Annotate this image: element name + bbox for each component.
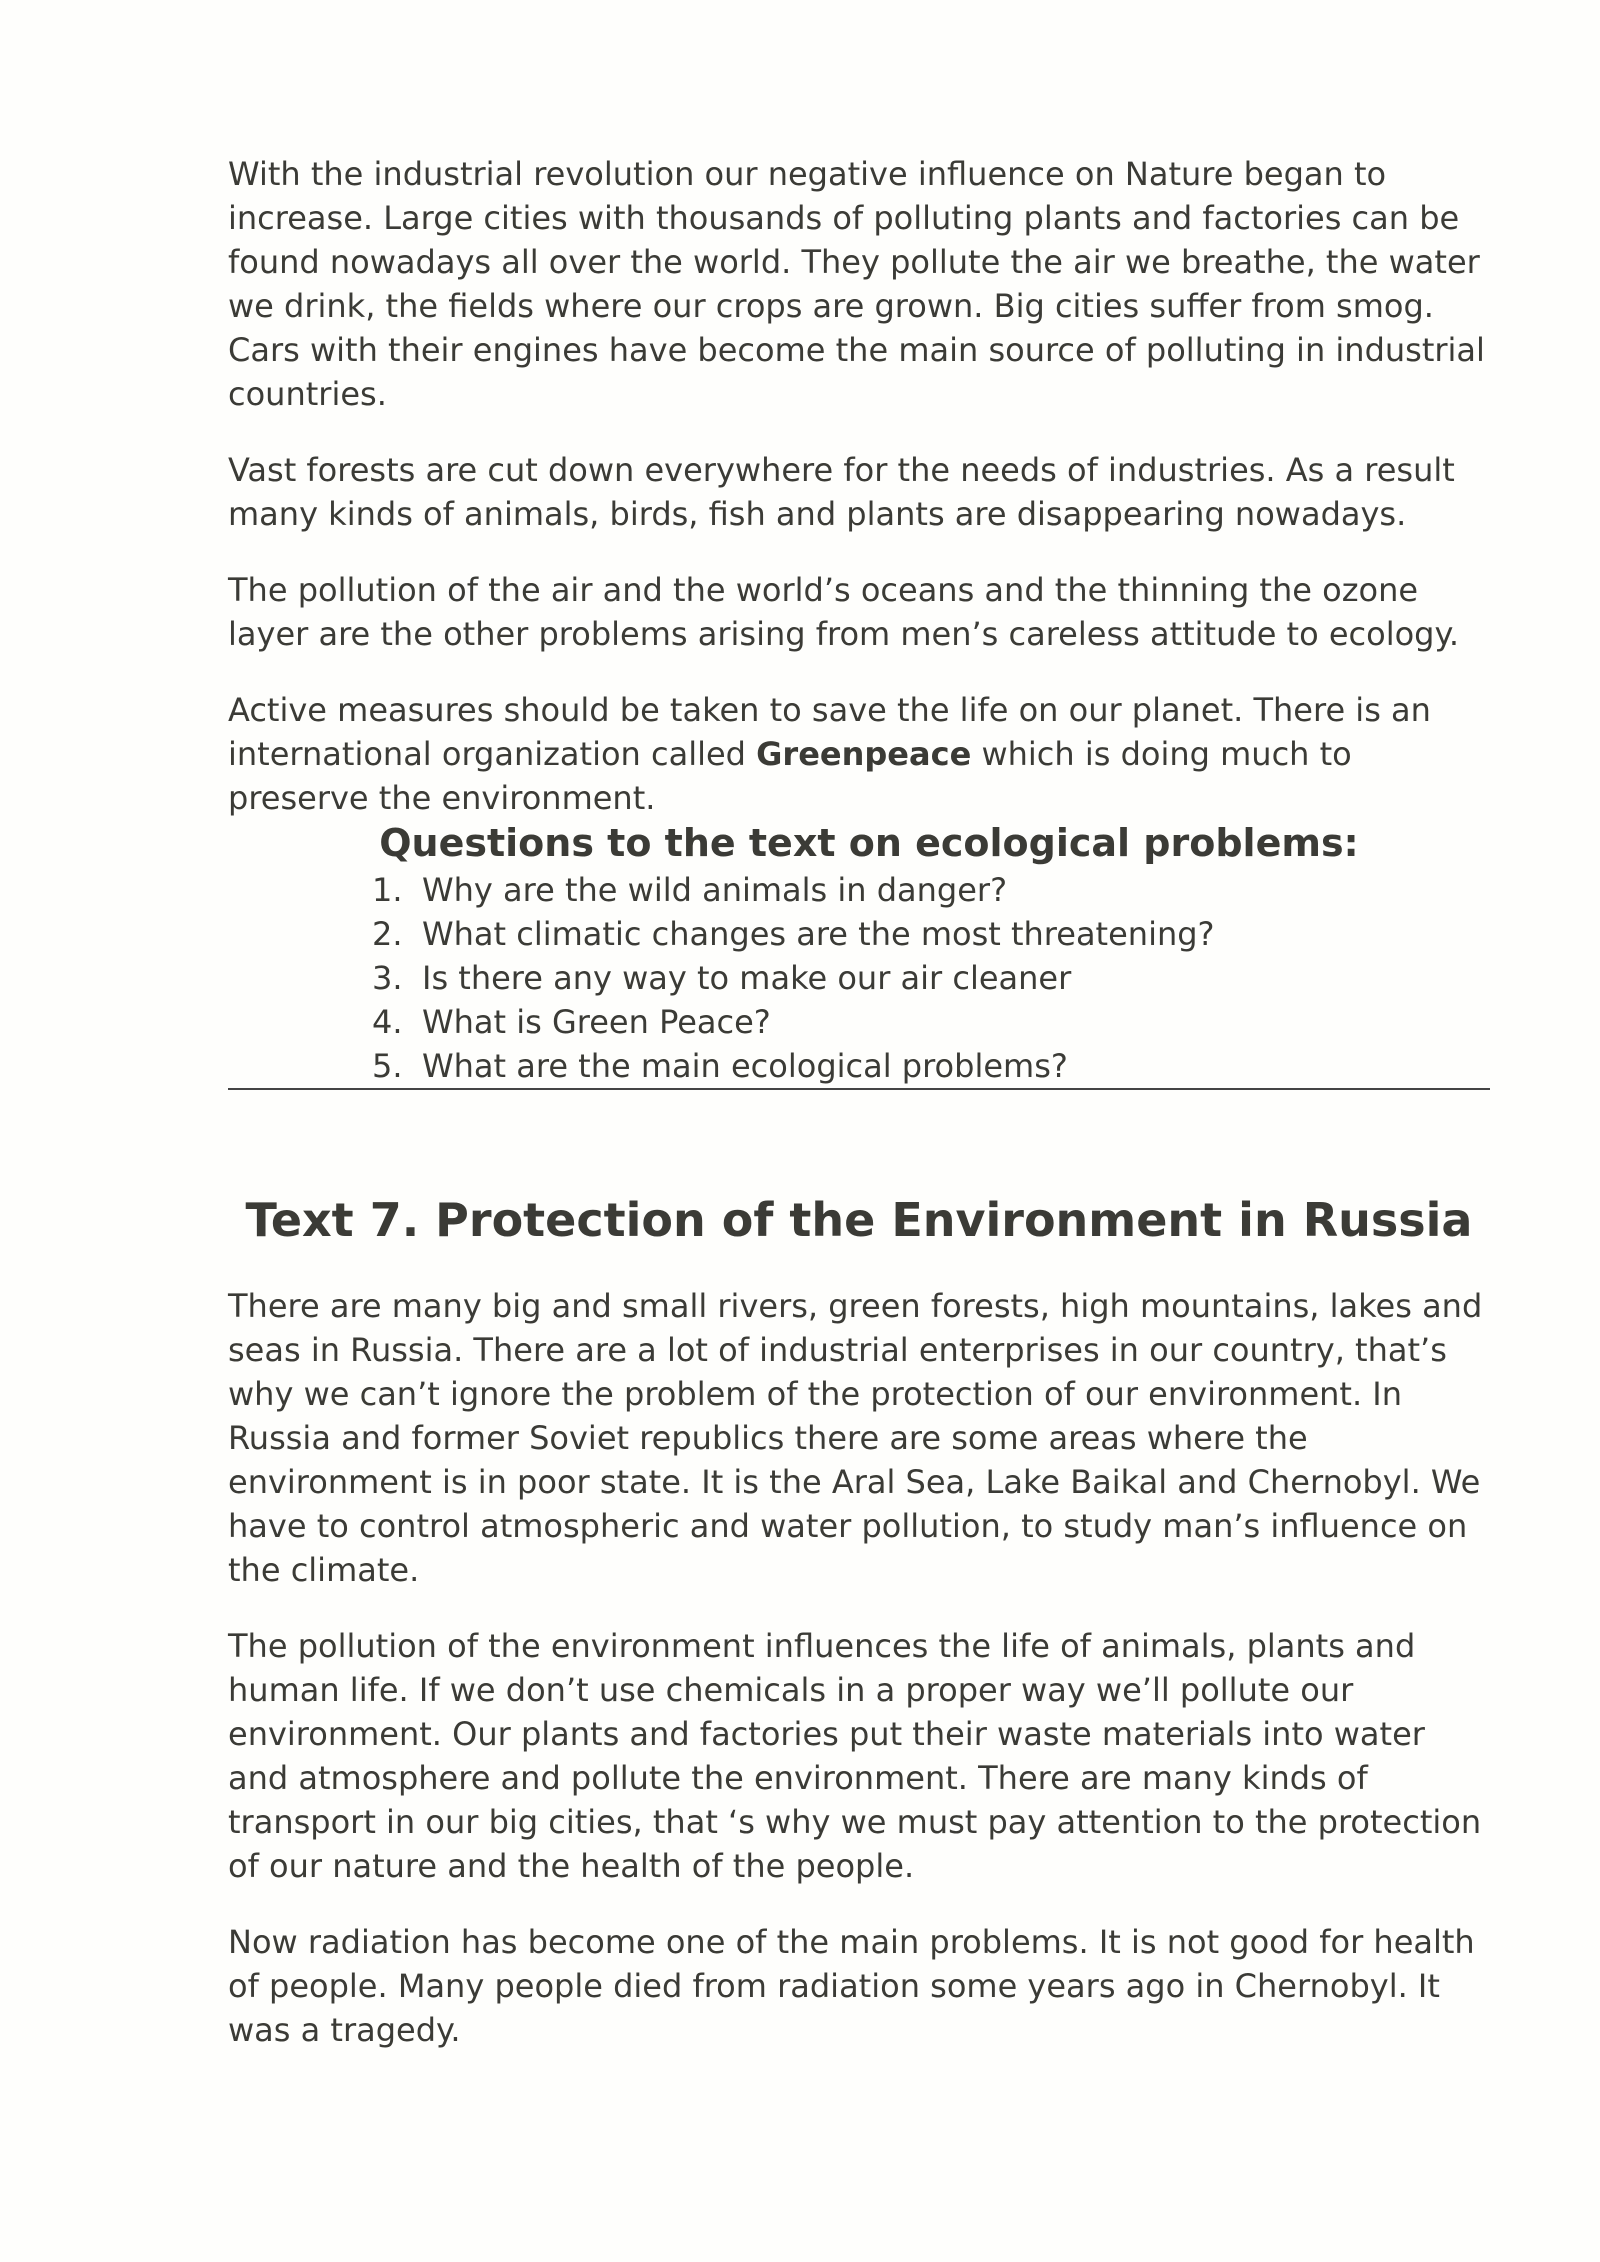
question-item xyxy=(372,956,1490,1000)
intro-paragraph-4-start: Active measures should be taken to save the life on our planet. There is an international organization called xyxy=(228,691,1431,773)
question-text: Is there any way to make our air cleaner xyxy=(422,959,1072,997)
text7-paragraph-3: Now radiation has become one of the main problems. It is not good for health of people. Many people died from radiation some years ago in Chernobyl. It was a tragedy. xyxy=(228,1923,1475,2049)
text7-paragraph-2: The pollution of the environment influences the life of animals, plants and human life. If we don’t use chemicals in a proper way we’ll pollute our environment. Our plants and factories put their waste materials into water and atmosphere and pollute the environment. There are many kinds of transport in our big cities, that ‘s why we must pay attention to the protection of our nature and the health of the people. xyxy=(228,1627,1482,1885)
intro-paragraph-4-end: which is doing much to preserve the environment. xyxy=(228,735,1352,817)
question-item xyxy=(372,912,1490,956)
questions-heading: Questions to the text on ecological problems: xyxy=(379,821,1359,865)
greenpeace-term: Greenpeace xyxy=(756,735,972,773)
question-text: What is Green Peace? xyxy=(422,1003,771,1041)
section-divider xyxy=(228,1088,1490,1090)
question-number: 1. xyxy=(372,871,403,909)
question-text: What climatic changes are the most threatening? xyxy=(422,915,1215,953)
question-text: Why are the wild animals in danger? xyxy=(422,871,1008,909)
intro-paragraph-3: The pollution of the air and the world’s oceans and the thinning the ozone layer are the other problems arising from men’s careless attitude to ecology. xyxy=(228,571,1460,653)
question-number: 2. xyxy=(372,915,403,953)
questions-list xyxy=(372,868,1490,1088)
intro-paragraph-4 xyxy=(228,688,1490,820)
question-number: 4. xyxy=(372,1003,403,1041)
question-item xyxy=(372,1044,1490,1088)
question-item xyxy=(372,868,1490,912)
question-number: 3. xyxy=(372,959,403,997)
text7-paragraph-1: There are many big and small rivers, green forests, high mountains, lakes and seas in Russia. There are a lot of industrial enterprises in our country, that’s why we can’t ignore the problem of the protection of our environment. In Russia and former Soviet republics there are some areas where the environment is in poor state. It is the Aral Sea, Lake Baikal and Chernobyl. We have to control atmospheric and water pollution, to study man’s influence on the climate. xyxy=(228,1287,1483,1589)
text7-heading: Text 7. Protection of the Environment in Russia xyxy=(245,1193,1473,1247)
document-page xyxy=(228,152,1490,2084)
question-number: 5. xyxy=(372,1047,403,1085)
intro-paragraph-2: Vast forests are cut down everywhere for the needs of industries. As a result many kinds of animals, birds, fish and plants are disappearing nowadays. xyxy=(228,451,1455,533)
intro-paragraph-1: With the industrial revolution our negative influence on Nature began to increase. Large cities with thousands of polluting plants and factories can be found nowadays all over the world. They pollute the air we breathe, the water we drink, the fields where our crops are grown. Big cities suffer from smog. Cars with their engines have become the main source of polluting in industrial countries. xyxy=(228,155,1485,413)
question-item xyxy=(372,1000,1490,1044)
question-text: What are the main ecological problems? xyxy=(422,1047,1068,1085)
